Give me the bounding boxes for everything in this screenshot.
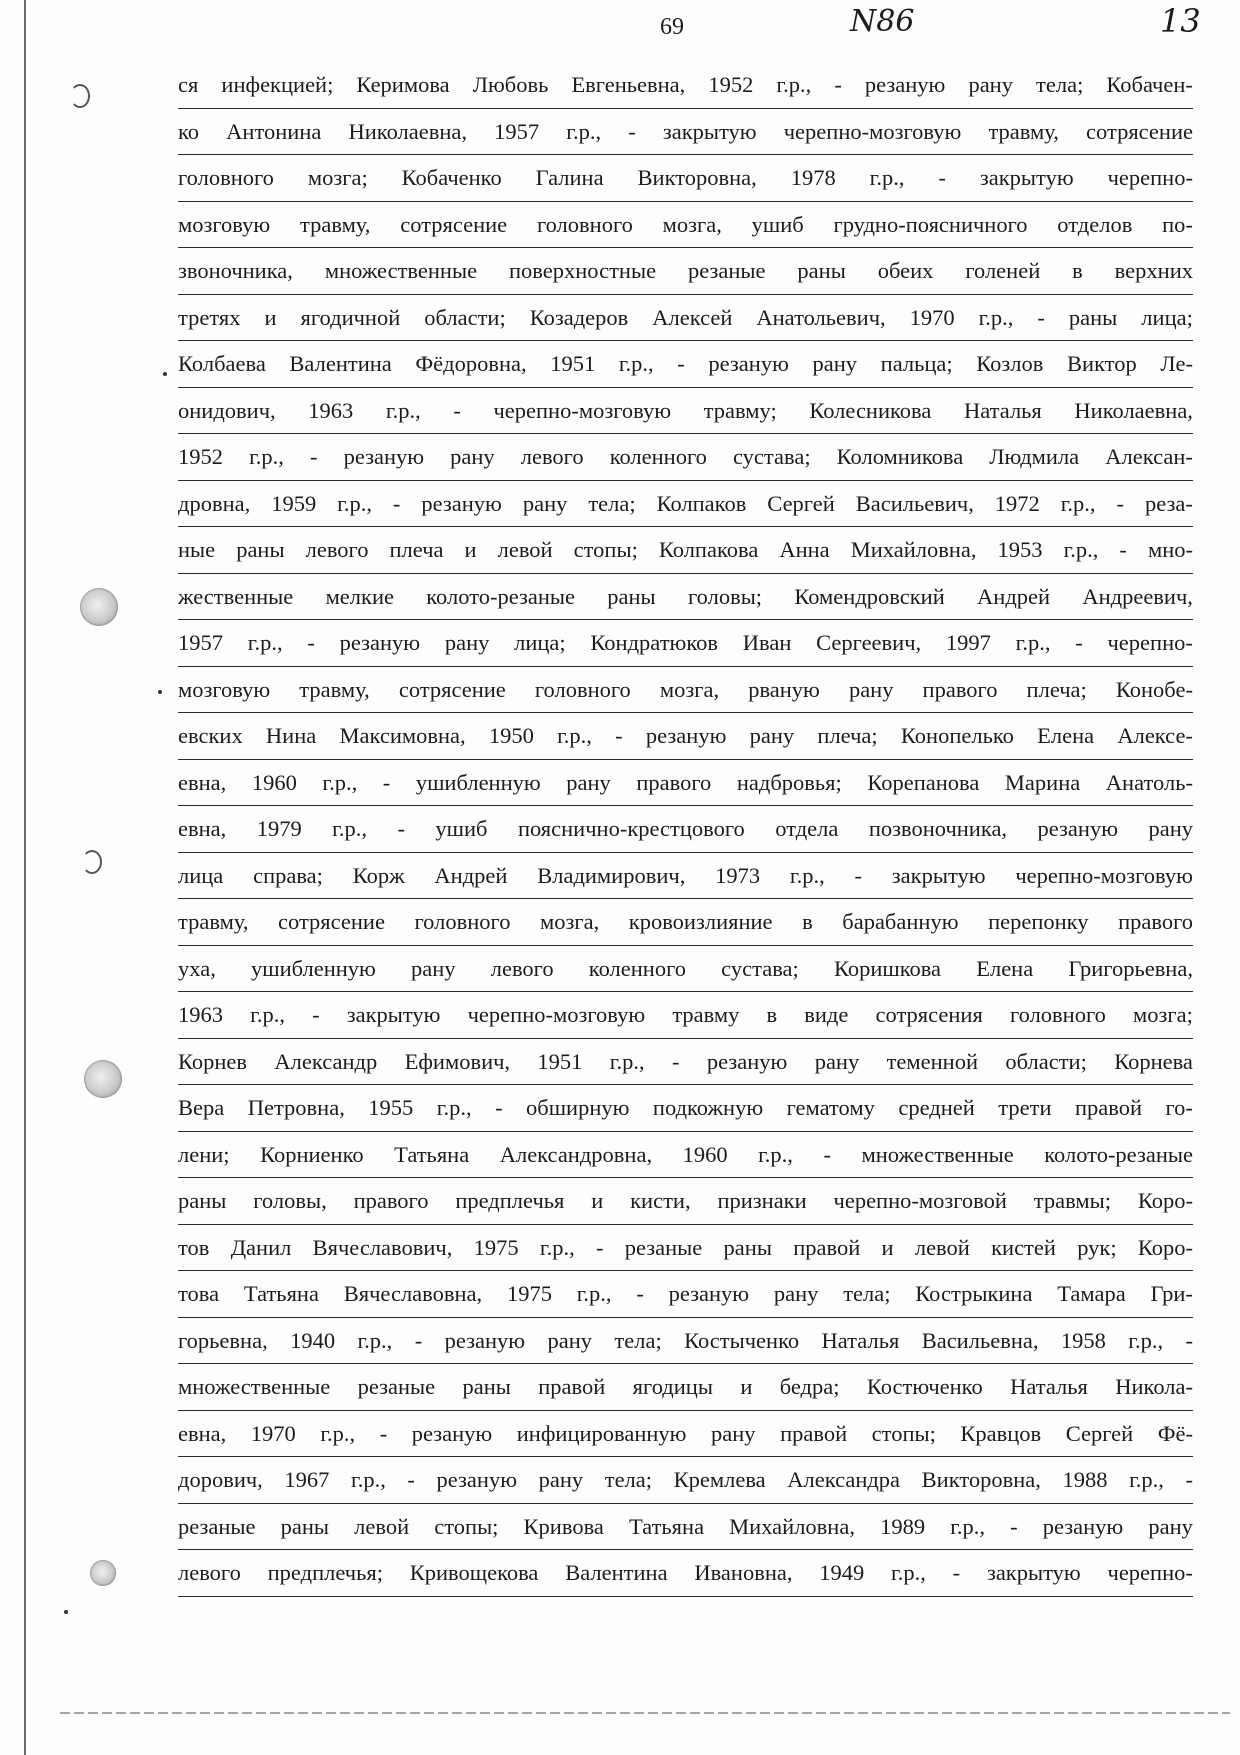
punch-hole-icon [90, 1560, 116, 1586]
text-line: тов Данил Вячеславович, 1975 г.р., - резаные раны правой и левой кистей рук; Коро- [178, 1225, 1193, 1272]
text-line: раны головы, правого предплечья и кисти, признаки черепно-мозговой травмы; Коро- [178, 1178, 1193, 1225]
corner-folio-number: 13 [1160, 2, 1201, 40]
text-line: мозговую травму, сотрясение головного мозга, ушиб грудно-поясничного отделов по- [178, 202, 1193, 249]
scan-speck [158, 690, 162, 694]
text-line: ко Антонина Николаевна, 1957 г.р., - закрытую черепно-мозговую травму, сотрясение [178, 109, 1193, 156]
binding-hole-icon [70, 84, 90, 108]
text-line: дорович, 1967 г.р., - резаную рану тела; Кремлева Александра Викторовна, 1988 г.р., - [178, 1457, 1193, 1504]
text-line: евна, 1970 г.р., - резаную инфицированную рану правой стопы; Кравцов Сергей Фё- [178, 1411, 1193, 1458]
binding-edge-line [24, 0, 26, 1755]
text-line: третях и ягодичной области; Козадеров Алексей Анатольевич, 1970 г.р., - раны лица; [178, 295, 1193, 342]
text-line: 1957 г.р., - резаную рану лица; Кондратюков Иван Сергеевич, 1997 г.р., - черепно- [178, 620, 1193, 667]
scan-bottom-edge [60, 1712, 1230, 1714]
text-line: звоночника, множественные поверхностные резаные раны обеих голеней в верхних [178, 248, 1193, 295]
text-line: горьевна, 1940 г.р., - резаную рану тела; Костыченко Наталья Васильевна, 1958 г.р., - [178, 1318, 1193, 1365]
text-line: лени; Корниенко Татьяна Александровна, 1960 г.р., - множественные колото-резаные [178, 1132, 1193, 1179]
body-text [178, 62, 1193, 1597]
text-line: жественные мелкие колото-резаные раны головы; Комендровский Андрей Андреевич, [178, 574, 1193, 621]
text-line: евских Нина Максимовна, 1950 г.р., - резаную рану плеча; Конопелько Елена Алексе- [178, 713, 1193, 760]
text-line: ся инфекцией; Керимова Любовь Евгеньевна, 1952 г.р., - резаную рану тела; Кобачен- [178, 62, 1193, 109]
binding-hole-icon [82, 850, 102, 874]
text-line: Колбаева Валентина Фёдоровна, 1951 г.р., - резаную рану пальца; Козлов Виктор Ле- [178, 341, 1193, 388]
text-line: Корнев Александр Ефимович, 1951 г.р., - резаную рану теменной области; Корнева [178, 1039, 1193, 1086]
text-line: 1963 г.р., - закрытую черепно-мозговую травму в виде сотрясения головного мозга; [178, 992, 1193, 1039]
punch-hole-icon [80, 588, 118, 626]
text-line: головного мозга; Кобаченко Галина Викторовна, 1978 г.р., - закрытую черепно- [178, 155, 1193, 202]
page-number: 69 [660, 14, 684, 40]
text-line: резаные раны левой стопы; Кривова Татьяна Михайловна, 1989 г.р., - резаную рану [178, 1504, 1193, 1551]
text-line: евна, 1960 г.р., - ушибленную рану правого надбровья; Корепанова Марина Анатоль- [178, 760, 1193, 807]
text-line: това Татьяна Вячеславовна, 1975 г.р., - резаную рану тела; Кострыкина Тамара Гри- [178, 1271, 1193, 1318]
text-line: множественные резаные раны правой ягодицы и бедра; Костюченко Наталья Никола- [178, 1364, 1193, 1411]
text-line: лица справа; Корж Андрей Владимирович, 1973 г.р., - закрытую черепно-мозговую [178, 853, 1193, 900]
text-line: евна, 1979 г.р., - ушиб пояснично-крестцового отдела позвоночника, резаную рану [178, 806, 1193, 853]
text-line: дровна, 1959 г.р., - резаную рану тела; Колпаков Сергей Васильевич, 1972 г.р., - реза- [178, 481, 1193, 528]
handwritten-sheet-number: N86 [850, 4, 915, 39]
text-line: ные раны левого плеча и левой стопы; Колпакова Анна Михайловна, 1953 г.р., - мно- [178, 527, 1193, 574]
text-line: левого предплечья; Кривощекова Валентина Ивановна, 1949 г.р., - закрытую черепно- [178, 1550, 1193, 1597]
scan-speck [64, 1610, 68, 1614]
text-line: уха, ушибленную рану левого коленного сустава; Коришкова Елена Григорьевна, [178, 946, 1193, 993]
scan-speck [163, 372, 167, 376]
text-line: мозговую травму, сотрясение головного мозга, рваную рану правого плеча; Конобе- [178, 667, 1193, 714]
text-line: онидович, 1963 г.р., - черепно-мозговую травму; Колесникова Наталья Николаевна, [178, 388, 1193, 435]
text-line: 1952 г.р., - резаную рану левого коленного сустава; Коломникова Людмила Алексан- [178, 434, 1193, 481]
text-line: травму, сотрясение головного мозга, кровоизлияние в барабанную перепонку правого [178, 899, 1193, 946]
punch-hole-icon [84, 1060, 122, 1098]
text-line: Вера Петровна, 1955 г.р., - обширную подкожную гематому средней трети правой го- [178, 1085, 1193, 1132]
